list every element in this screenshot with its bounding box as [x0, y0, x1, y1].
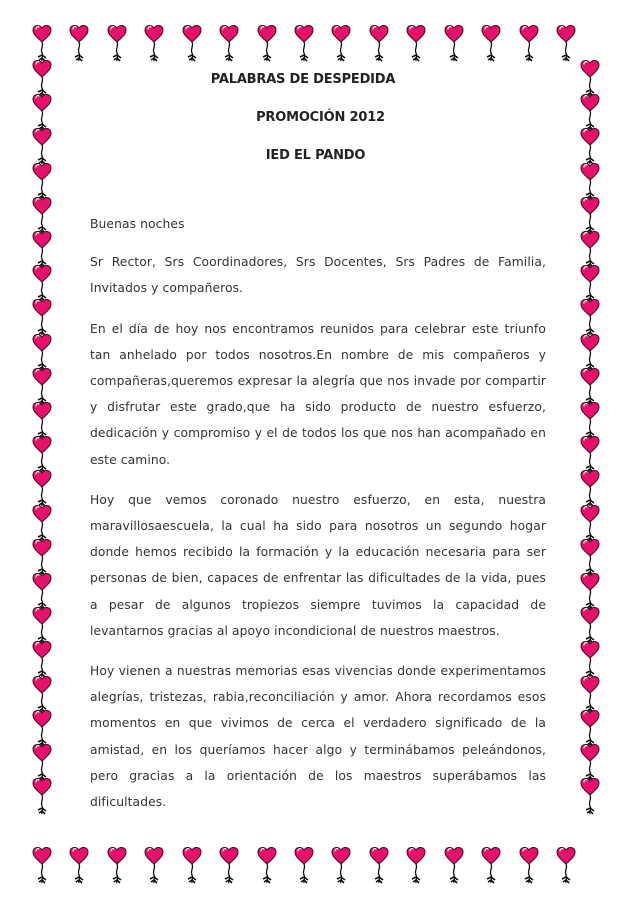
heart-balloon-icon [70, 848, 88, 883]
heart-balloon-icon [581, 642, 599, 677]
heart-balloon-icon [581, 164, 599, 199]
heart-balloon-icon [370, 848, 388, 883]
heart-balloon-icon [33, 437, 51, 472]
heart-balloon-icon [33, 129, 51, 164]
heart-balloon-icon [258, 848, 276, 883]
heart-balloon-icon [581, 129, 599, 164]
heart-balloon-icon [407, 26, 425, 61]
heart-balloon-icon [108, 26, 126, 61]
heart-balloon-icon [33, 266, 51, 301]
heart-balloon-icon [370, 26, 388, 61]
title-heading: PALABRAS DE DESPEDIDA [210, 72, 396, 87]
heart-balloon-icon [581, 711, 599, 746]
heart-balloon-icon [482, 848, 500, 883]
heart-balloon-icon [70, 26, 88, 61]
heart-balloon-icon [33, 779, 51, 814]
salutation-text: Sr Rector, Srs Coordinadores, Srs Docentes, Srs Padres de Familia, Invitados y compañeros. [90, 255, 546, 296]
heart-balloon-icon [581, 369, 599, 404]
heart-balloon-icon [295, 26, 313, 61]
heart-balloon-icon [33, 711, 51, 746]
heart-balloon-icon [33, 574, 51, 609]
heart-balloon-icon [557, 848, 575, 883]
heart-balloon-icon [581, 437, 599, 472]
heart-balloon-icon [581, 266, 599, 301]
heart-balloon-icon [183, 26, 201, 61]
heart-balloon-icon [581, 232, 599, 267]
heart-balloon-icon [33, 608, 51, 643]
heart-balloon-icon [33, 540, 51, 575]
heart-balloon-icon [581, 779, 599, 814]
heart-balloon-icon [557, 26, 575, 61]
heart-balloon-icon [581, 506, 599, 541]
heart-balloon-icon [520, 848, 538, 883]
greeting-text: Buenas noches [90, 217, 185, 231]
heart-balloon-icon [33, 61, 51, 96]
heart-balloon-icon [33, 848, 51, 883]
heart-balloon-icon [33, 95, 51, 130]
heart-balloon-icon [581, 677, 599, 712]
heart-balloon-icon [145, 26, 163, 61]
heart-balloon-icon [332, 26, 350, 61]
heart-balloon-icon [332, 848, 350, 883]
heart-balloon-icon [581, 608, 599, 643]
heart-balloon-icon [520, 26, 538, 61]
heart-balloon-icon [445, 848, 463, 883]
heart-balloon-icon [581, 95, 599, 130]
heart-balloon-icon [108, 848, 126, 883]
heart-balloon-icon [145, 848, 163, 883]
heart-balloon-icon [581, 403, 599, 438]
heart-balloon-icon [581, 335, 599, 370]
paragraph-1: En el día de hoy nos encontramos reunidos para celebrar este triunfo tan anhelado por todos nosotros.En nombre de mis compañeros y compañeras,queremos expresar la alegría que nos invade por compartir y disfrutar este grado,que ha sido producto de nuestro esfuerzo, dedicación y compromiso y el de todos los que nos han acompañado en este camino. [90, 321, 546, 467]
heart-balloon-icon [407, 848, 425, 883]
title-block [90, 70, 546, 166]
paragraph-3: Hoy vienen a nuestras memorias esas vivencias donde experimentamos alegrías, tristezas, rabia,reconciliación y amor. Ahora recordamos esos momentos en que vivimos de cerca el verdadero significado de la amistad, en los queríamos hacer algo y terminábamos peleándonos, pero gracias a la orientación de los maestros superábamos las dificultades. [90, 664, 546, 810]
heart-balloon-icon [482, 26, 500, 61]
heart-balloon-icon [258, 26, 276, 61]
heart-balloon-icon [581, 574, 599, 609]
heart-balloon-icon [33, 642, 51, 677]
heart-balloon-icon [33, 369, 51, 404]
heart-balloon-icon [581, 745, 599, 780]
heart-balloon-icon [33, 471, 51, 506]
heart-balloon-icon [295, 848, 313, 883]
heart-balloon-icon [33, 26, 51, 61]
heart-balloon-icon [220, 848, 238, 883]
heart-balloon-icon [33, 745, 51, 780]
paragraph-2: Hoy que vemos coronado nuestro esfuerzo, en esta, nuestra maravillosaescuela, la cual ha sido para nosotros un segundo hogar donde hemos recibido la formación y la educación necesaria para ser personas de bien, capaces de enfrentar las dificultades de la vida, pues a pesar de algunos tropiezos siempre tuvimos la capacidad de levantarnos gracias al apoyo incondicional de nuestros maestros. [90, 492, 546, 638]
heart-balloon-icon [33, 403, 51, 438]
heart-balloon-icon [33, 198, 51, 233]
school-heading: IED EL PANDO [265, 148, 366, 163]
heart-balloon-icon [581, 61, 599, 96]
heart-balloon-icon [445, 26, 463, 61]
heart-balloon-icon [33, 506, 51, 541]
promotion-heading: PROMOCIÓN 2012 [256, 110, 385, 125]
heart-balloon-icon [581, 540, 599, 575]
heart-balloon-icon [581, 300, 599, 335]
heart-balloon-icon [581, 471, 599, 506]
heart-balloon-icon [33, 335, 51, 370]
letter-body [90, 70, 546, 829]
heart-balloon-icon [183, 848, 201, 883]
heart-balloon-icon [581, 198, 599, 233]
heart-balloon-icon [33, 677, 51, 712]
heart-balloon-icon [33, 164, 51, 199]
heart-balloon-icon [33, 300, 51, 335]
heart-balloon-icon [33, 232, 51, 267]
heart-balloon-icon [220, 26, 238, 61]
